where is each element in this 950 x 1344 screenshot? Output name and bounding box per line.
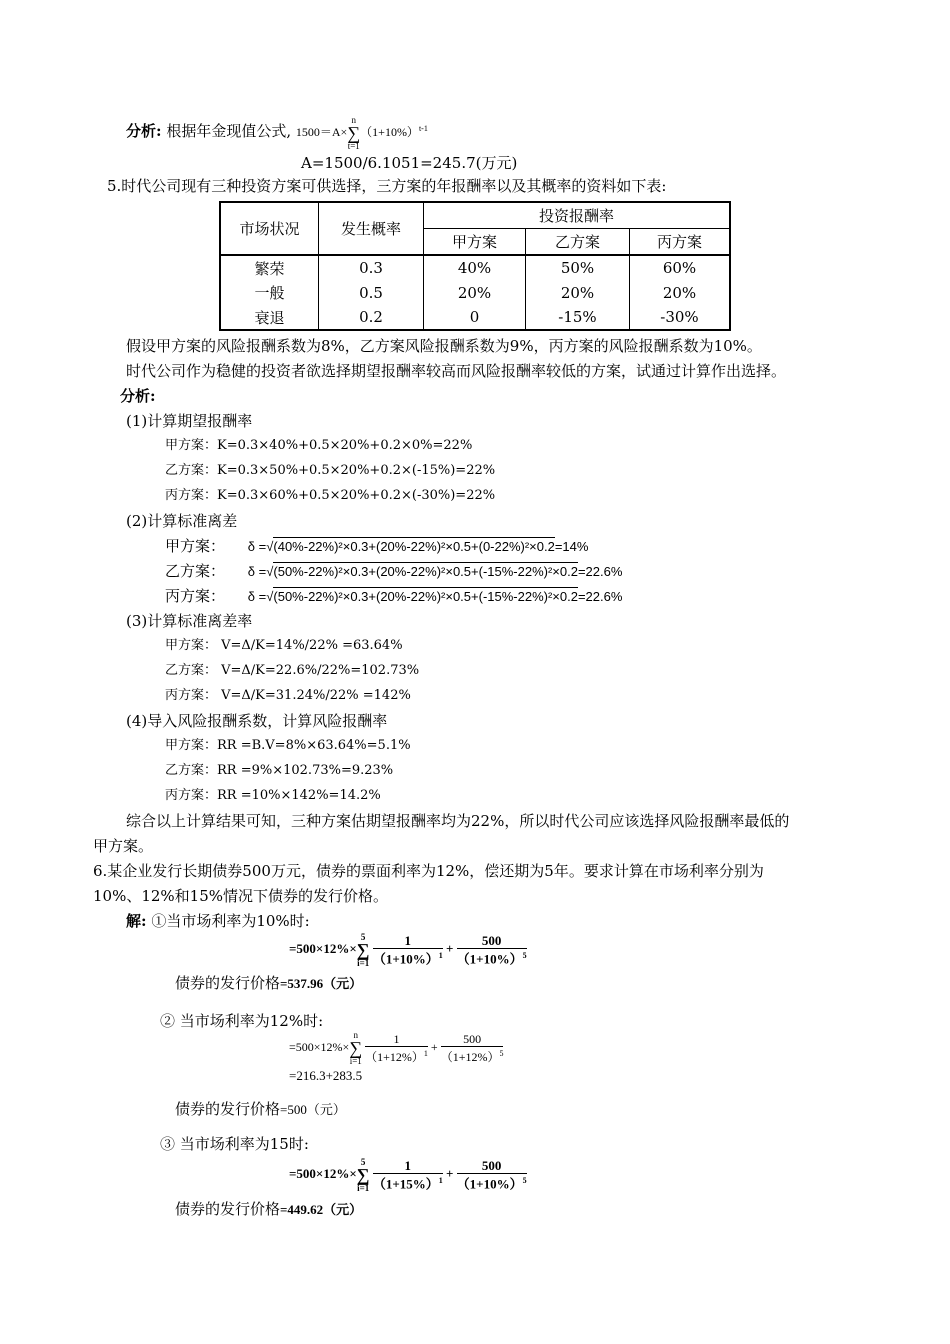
c1-sigma: 5 ∑ i=1 bbox=[356, 932, 370, 968]
c3-fraction-1 bbox=[373, 1159, 443, 1191]
c3-sigma-top: 5 bbox=[360, 1157, 366, 1167]
c2-f1-den: （1+12%） bbox=[365, 1050, 424, 1064]
q6-case3-title: ③ 当市场利率为15时: bbox=[160, 1135, 309, 1153]
c3-f1-num: 1 bbox=[373, 1159, 443, 1174]
table-row bbox=[220, 280, 730, 305]
q6-case2-formula bbox=[289, 1030, 503, 1066]
c2-sigma-top: n bbox=[353, 1030, 358, 1040]
s2-label-a: 甲方案： bbox=[165, 537, 226, 555]
th-plan-b: 乙方案 bbox=[526, 228, 630, 255]
q6-case3-price bbox=[175, 1199, 362, 1220]
c2-f2-num: 500 bbox=[441, 1032, 504, 1047]
q5-analysis-label: 分析: bbox=[120, 387, 156, 405]
c1-fraction-1 bbox=[373, 934, 443, 966]
q6-solve-label: 解: bbox=[126, 912, 147, 930]
s2-result-c: =22.6% bbox=[577, 589, 623, 604]
s4-line-a: 甲方案：RR =B.V=8%×63.64%=5.1% bbox=[165, 738, 411, 753]
c2-f1-num: 1 bbox=[365, 1032, 428, 1047]
c2-f2-den: （1+12%） bbox=[440, 1050, 500, 1064]
delta-symbol: δ = bbox=[247, 539, 267, 554]
cell-prob: 0.3 bbox=[319, 255, 424, 280]
q6-case2-price bbox=[175, 1099, 346, 1120]
q4-formula-body: （1+10%） bbox=[360, 124, 419, 139]
th-prob: 发生概率 bbox=[319, 202, 424, 255]
s4-line-c: 丙方案：RR =10%×142%=14.2% bbox=[165, 788, 381, 803]
q5-goal: 时代公司作为稳健的投资者欲选择期望报酬率较高而风险报酬率较低的方案，试通过计算作出选择。 bbox=[126, 362, 787, 380]
s2-line-b bbox=[165, 561, 622, 582]
c2-fraction-2 bbox=[441, 1032, 504, 1064]
c1-sigma-bottom: i=1 bbox=[357, 958, 370, 968]
c2-plus: + bbox=[430, 1039, 438, 1054]
q6-case1-price bbox=[175, 973, 362, 994]
s1-title: (1)计算期望报酬率 bbox=[126, 412, 253, 430]
cell-prob: 0.5 bbox=[319, 280, 424, 305]
c2-sigma-bottom: i=1 bbox=[349, 1056, 362, 1066]
q6-case2-mid: =216.3+283.5 bbox=[289, 1068, 363, 1083]
s2-result-a: =14% bbox=[554, 539, 589, 554]
s2-title: (2)计算标准离差 bbox=[126, 512, 238, 530]
s2-label-b: 乙方案： bbox=[165, 562, 226, 580]
c1-f1-exp: 1 bbox=[438, 950, 443, 960]
q6-intro-2: 10%、12%和15%情况下债券的发行价格。 bbox=[93, 887, 389, 905]
c1-f2-exp: 5 bbox=[522, 950, 527, 960]
cell-a: 40% bbox=[424, 255, 526, 280]
delta-symbol: δ = bbox=[247, 564, 267, 579]
q6-case2-title: ② 当市场利率为12%时: bbox=[160, 1012, 324, 1030]
c1-fraction-2 bbox=[457, 934, 527, 966]
sqrt-icon: √ bbox=[266, 564, 274, 579]
s4-line-b: 乙方案：RR =9%×102.73%=9.23% bbox=[165, 763, 394, 778]
q6-case1-title-line bbox=[126, 911, 310, 931]
s2-radicand-b: (50%-22%)²×0.3+(20%-22%)²×0.5+(-15%-22%)²×0.2 bbox=[273, 564, 578, 579]
q4-sigma: n ∑ t=1 bbox=[347, 115, 361, 151]
s1-line-b: 乙方案：K=0.3×50%+0.5×20%+0.2×(-15%)=22% bbox=[165, 463, 496, 478]
c2-sigma: n ∑ i=1 bbox=[349, 1030, 363, 1066]
table-row bbox=[220, 305, 730, 330]
s3-line-a: 甲方案： V=Δ/K=14%/22% =63.64% bbox=[165, 638, 403, 653]
s2-radicand-a: (40%-22%)²×0.3+(20%-22%)²×0.5+(0-22%)²×0.2 bbox=[273, 539, 555, 554]
c2-fraction-1 bbox=[365, 1032, 428, 1064]
q4-analysis-line bbox=[126, 115, 428, 151]
c3-price-label: 债券的发行价格 bbox=[175, 1200, 281, 1218]
q4-formula-lhs: 1500＝A× bbox=[295, 124, 348, 139]
c3-lhs: =500×12%× bbox=[289, 1165, 357, 1181]
c2-lhs: =500×12%× bbox=[289, 1039, 350, 1054]
s1-line-c: 丙方案：K=0.3×60%+0.5×20%+0.2×(-30%)=22% bbox=[165, 488, 496, 503]
q5-risk-table bbox=[219, 201, 731, 331]
sqrt-icon: √ bbox=[266, 589, 274, 604]
c1-result: =537.96（元） bbox=[280, 976, 363, 991]
q6-case1-title: ①当市场利率为10%时: bbox=[151, 912, 310, 930]
q6-case3-formula bbox=[289, 1157, 527, 1193]
q4-annuity-formula bbox=[295, 115, 428, 151]
c1-f2-den: （1+10%） bbox=[456, 951, 523, 967]
cell-market: 繁荣 bbox=[220, 255, 319, 280]
sqrt-icon: √ bbox=[266, 539, 274, 554]
s1-line-a: 甲方案：K=0.3×40%+0.5×20%+0.2×0%=22% bbox=[165, 438, 473, 453]
c2-f1-exp: 1 bbox=[423, 1049, 428, 1058]
c3-fraction-2 bbox=[457, 1159, 527, 1191]
c2-f2-exp: 5 bbox=[499, 1049, 504, 1058]
c3-sigma-bottom: i=1 bbox=[357, 1183, 370, 1193]
c3-f2-den: （1+10%） bbox=[456, 1176, 523, 1192]
th-return: 投资报酬率 bbox=[424, 202, 731, 228]
c1-f2-num: 500 bbox=[457, 934, 527, 949]
c3-f2-num: 500 bbox=[457, 1159, 527, 1174]
s2-label-c: 丙方案： bbox=[165, 587, 226, 605]
cell-b: 20% bbox=[526, 280, 630, 305]
cell-a: 20% bbox=[424, 280, 526, 305]
delta-symbol: δ = bbox=[247, 589, 267, 604]
q4-analysis-label: 分析: bbox=[126, 121, 162, 140]
s2-line-c bbox=[165, 586, 622, 607]
q5-conclusion-2: 甲方案。 bbox=[93, 837, 154, 855]
s2-line-a bbox=[165, 536, 588, 557]
c3-sigma: 5 ∑ i=1 bbox=[356, 1157, 370, 1193]
th-plan-a: 甲方案 bbox=[424, 228, 526, 255]
c2-result: =500（元） bbox=[280, 1102, 346, 1117]
q4-result: A=1500/6.1051=245.7(万元) bbox=[301, 154, 518, 172]
q4-analysis-text: 根据年金现值公式, bbox=[166, 121, 292, 140]
c2-price-label: 债券的发行价格 bbox=[175, 1100, 281, 1118]
s3-line-b: 乙方案： V=Δ/K=22.6%/22%=102.73% bbox=[165, 663, 420, 678]
q4-sigma-top: n bbox=[351, 115, 356, 125]
cell-c: 20% bbox=[630, 280, 731, 305]
c3-f1-den: （1+15%） bbox=[372, 1176, 439, 1192]
s2-radicand-c: (50%-22%)²×0.3+(20%-22%)²×0.5+(-15%-22%)²×0.2 bbox=[273, 589, 578, 604]
s3-title: (3)计算标准离差率 bbox=[126, 612, 253, 630]
cell-b: -15% bbox=[526, 305, 630, 330]
cell-b: 50% bbox=[526, 255, 630, 280]
q5-intro: 5.时代公司现有三种投资方案可供选择，三方案的年报酬率以及其概率的资料如下表: bbox=[107, 177, 667, 195]
cell-c: 60% bbox=[630, 255, 731, 280]
th-market: 市场状况 bbox=[220, 202, 319, 255]
c1-sigma-top: 5 bbox=[360, 932, 366, 942]
th-plan-c: 丙方案 bbox=[630, 228, 731, 255]
c3-f1-exp: 1 bbox=[438, 1175, 443, 1185]
c1-f1-num: 1 bbox=[373, 934, 443, 949]
c3-result: =449.62（元） bbox=[280, 1202, 363, 1217]
q4-sigma-bottom: t=1 bbox=[347, 141, 360, 151]
c1-f1-den: （1+10%） bbox=[372, 951, 439, 967]
s2-result-b: =22.6% bbox=[577, 564, 623, 579]
c3-f2-exp: 5 bbox=[522, 1175, 527, 1185]
c1-lhs: =500×12%× bbox=[289, 940, 357, 956]
cell-prob: 0.2 bbox=[319, 305, 424, 330]
q5-conclusion-1: 综合以上计算结果可知，三种方案估期望报酬率均为22%，所以时代公司应该选择风险报酬率最低的 bbox=[126, 812, 790, 830]
cell-c: -30% bbox=[630, 305, 731, 330]
cell-market: 衰退 bbox=[220, 305, 319, 330]
q6-intro-1: 6.某企业发行长期债券500万元，债券的票面利率为12%，偿还期为5年。要求计算在市场利率分别为 bbox=[93, 862, 764, 880]
c1-price-label: 债券的发行价格 bbox=[175, 974, 281, 992]
c1-plus: + bbox=[446, 940, 454, 956]
cell-a: 0 bbox=[424, 305, 526, 330]
q4-formula-exp: t-1 bbox=[418, 123, 428, 133]
s4-title: (4)导入风险报酬系数，计算风险报酬率 bbox=[126, 712, 388, 730]
table-row bbox=[220, 255, 730, 280]
q5-assume: 假设甲方案的风险报酬系数为8%，乙方案风险报酬系数为9%，丙方案的风险报酬系数为10%。 bbox=[126, 337, 762, 355]
cell-market: 一般 bbox=[220, 280, 319, 305]
c3-plus: + bbox=[446, 1165, 454, 1181]
q6-case1-formula bbox=[289, 932, 527, 968]
s3-line-c: 丙方案： V=Δ/K=31.24%/22% =142% bbox=[165, 688, 411, 703]
